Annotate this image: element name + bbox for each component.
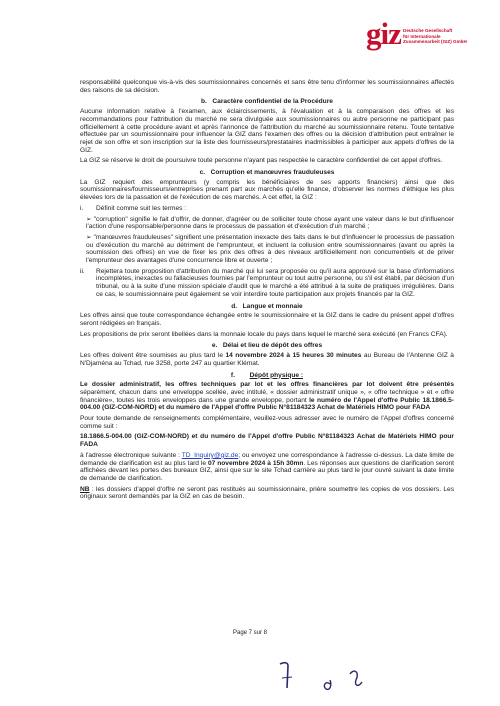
bullet-corruption: ➢ "corruption" signifie le fait d'offrir, de donner, d'agréer ou de solliciter toute chose ayant une valeur dans le but d'influencer l'action d'une responsable/personne dans le processus de passation et d'exécution d'un marché ; — [86, 215, 454, 231]
list-item — [80, 205, 454, 213]
section-c-title: c. Corruption et manœuvres frauduleuses — [199, 169, 335, 177]
inquiry-email-link[interactable]: TD_Inquiry@giz.de — [181, 451, 239, 459]
section-f-paragraph — [80, 381, 454, 412]
section-b-title: b. Caractère confidentiel de la Procédure — [201, 98, 333, 106]
section-b-paragraph: Aucune information relative à l'examen, aux éclaircissements, à l'évaluation et à la comparaison des offres et les recommandations pour l'attribution du marché ne sera divulguée aux soumissionnaires ou autre personne ne participant pas officiellement à cette procédure avant et après l'annonce de l'attribution du marché au soumissionnaire retenu. Toute tentative effectuée par un soumissionnaire pour influencer la GIZ dans l'examen des offres ou la décision d'attribution peut entraîner le rejet de son offre et son inscription sur la liste des fournisseurs/prestataires inadmissibles à participer aux appels d'offres de la GIZ. — [80, 108, 454, 154]
logo-org-line: Zusammenarbeit (GIZ) GmbH — [403, 39, 467, 45]
text-run: séparément, chacun dans une enveloppe scellée, avec intitulé, « dossier administratif unique », « offre technique » et « offre financière», toutes les trois enveloppes dans une grande enveloppe, portant — [80, 388, 454, 404]
logo-org-name — [403, 28, 489, 45]
bullet-fraud: ➢ "manœuvres frauduleuses" signifient une présentation inexacte des faits dans le but d'influencer le processus de passation ou d'exécution du marché au détriment de l'emprunteur, et incluent la collusion entre soumissionnaires (avant ou après la soumission des offres) en vue de fixer les prix des offres à des niveaux artificiellement non concurrentiels et de priver l'emprunteur des avantages d'une concurrence libre et ouverte ; — [86, 233, 454, 265]
section-f-heading: Dépôt physique : — [249, 371, 304, 379]
section-d-paragraph: Les offres ainsi que toute correspondance échangée entre le soumissionnaire et la GIZ dans le cadre du présent appel d'offres seront rédigées en français. — [80, 312, 454, 327]
section-f-marker: f. — [230, 371, 235, 379]
note-paragraph — [80, 486, 454, 501]
giz-logo — [366, 16, 486, 52]
page-number: Page 7 sur 8 — [232, 630, 268, 636]
text-run-bold: le numéro de l'Appel d'offre Public 18.1866.5-004.00 (GIZ-COM-NORD) et du numéro de l'Appel d'offre Public N°81184323 Achat de Matériels HIMO pour FADA — [80, 396, 454, 412]
section-e-title: e. Délai et lieu de dépôt des offres — [211, 342, 323, 350]
handwritten-initials — [268, 658, 388, 698]
list-text: Définit comme suit les termes : — [96, 204, 187, 212]
section-f-paragraph — [80, 452, 454, 483]
list-marker: i. — [80, 204, 84, 212]
text-run: au Bureau de l'Antenne GIZ à N'Djaména au Tchad, rue 3258, porte 247 au quartier Klémat. — [80, 352, 454, 367]
text-run: Les offres doivent être soumises au plus tard le — [80, 352, 226, 360]
text-run: ; ou envoyez une correspondance à l'adresse ci-dessus. La date limite de demande de clarification est au plus tard le — [80, 451, 454, 467]
list-item — [80, 268, 454, 299]
section-f-paragraph: Pour toute demande de renseignements complémentaire, veuillez-vous adresser avec le numéro de l'Appel d'offres concerné comme suit : — [80, 415, 454, 430]
section-f-title — [80, 372, 454, 380]
text-run: à l'adresse électronique suivante : — [80, 451, 182, 459]
text-run: . Les réponses aux questions de clarification seront affichées devant les portes des bureaux GIZ, ainsi que sur le site Tchad carrière au plus tard le jour ouvré suivant la date limite de demande de clarification. — [80, 459, 454, 482]
deadline-date: 14 novembre 2024 à 15 heures 30 minutes — [225, 352, 362, 360]
logo-org-line: Deutsche Gesellschaft — [403, 28, 453, 33]
text-run: : les dossiers d'appel d'offre ne seront pas restitués au soumissionnaire, prière soumettre les copies de vos dossiers. Les originaux seront demandés par la GIZ en cas de besoin. — [80, 485, 454, 501]
note-label: NB — [80, 485, 90, 493]
section-d-title: d. Langue et monnaie — [231, 302, 303, 310]
logo-mark: giz — [366, 16, 401, 51]
list-marker: ii. — [80, 267, 85, 275]
list-text: Rejettera toute proposition d'attribution du marché qui lui sera proposée ou qu'il aura approuvé sur la base d'informations incomplètes, inexactes ou fallacieuses fournies par l'emprunteur ou tout autre personne, ou s'il est établi, par décision d'un tribunal, ou à la suite d'une mission spéciale d'audit que le marché a été attribué à la suite de pratiques irrégulières. Dans ce cas, le soumissionnaire peut également se voir interdire toute participation aux projets financés par la GIZ. — [96, 267, 454, 298]
logo-org-line: für Internationale — [403, 33, 441, 39]
section-b-paragraph: La GIZ se réserve le droit de poursuivre toute personne n'ayant pas respectée le caractère confidentiel de cet appel d'offres. — [80, 157, 443, 165]
clarification-deadline: 07 novembre 2024 à 15h 30mn — [207, 459, 304, 467]
tender-reference: 18.1866.5-004.00 (GIZ-COM-NORD) et du numéro de l'Appel d'offre Public N°81184323 Achat de Matériels HIMO pour FADA — [80, 433, 454, 449]
paragraph-top: responsabilité quelconque vis-à-vis des soumissionnaires concernés et sans être tenu d'informer les soumissionnaires affectés des raisons de sa décision. — [80, 79, 454, 94]
section-e-paragraph — [80, 352, 454, 367]
section-c-paragraph: La GIZ requiert des emprunteurs (y compris les bénéficiaires de ses apports financiers) ainsi que des soumissionnaires/fournisseurs/entreprises prenant part aux marchés qu'elle finance, d'observer les normes d'éthique les plus élevées lors de la passation et de l'exécution de ces marchés. A cet effet, la GIZ : — [80, 178, 454, 202]
section-d-paragraph: Les propositions de prix seront libellées dans la monnaie locale du pays dans lequel le marché sera exécuté (en Francs CFA). — [80, 330, 448, 338]
text-run-bold: Le dossier administratif, les offres techniques par lot et les offres financières par lot doivent être présentés — [80, 381, 454, 389]
page-body — [80, 79, 454, 504]
